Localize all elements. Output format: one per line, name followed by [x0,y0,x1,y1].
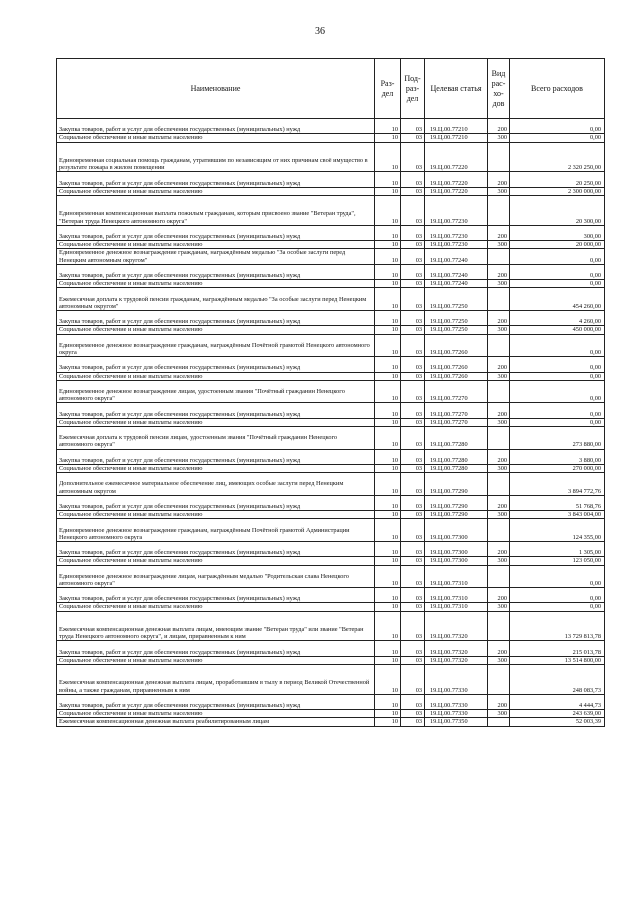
row-name: Закупка товаров, работ и услуг для обеспечения государственных (муниципальных) нужд [57,357,375,372]
row-expense-type [488,195,510,225]
row-name: Социальное обеспечение и иные выплаты населению [57,511,375,519]
table-row [57,464,605,472]
table-row [57,372,605,380]
row-total: 450 000,00 [510,326,605,334]
row-subsection: 03 [401,565,425,588]
table-row [57,418,605,426]
row-total: 0,00 [510,588,605,603]
row-article: 19.Ц.00.77320 [425,641,488,656]
table-row [57,665,605,695]
row-article: 19.Ц.00.77240 [425,280,488,288]
row-total: 1 305,00 [510,541,605,556]
table-row [57,195,605,225]
row-section: 10 [375,519,401,542]
table-row [57,249,605,264]
row-subsection: 03 [401,380,425,403]
row-section: 10 [375,473,401,496]
row-section: 10 [375,418,401,426]
row-section: 10 [375,611,401,641]
row-total: 300,00 [510,225,605,240]
row-total: 215 013,78 [510,641,605,656]
row-section: 10 [375,380,401,403]
row-name: Единовременное денежное вознаграждение гражданам, награждённым Почётной грамотой Администрации Ненецкого автономного округа [57,519,375,542]
row-total: 0,00 [510,334,605,357]
row-section: 10 [375,288,401,311]
row-name: Единовременное денежное вознаграждение лицам, удостоенным звания "Почётный гражданин Ненецкого автономного округа" [57,380,375,403]
table-row [57,718,605,726]
row-name: Закупка товаров, работ и услуг для обеспечения государственных (муниципальных) нужд [57,225,375,240]
row-section: 10 [375,588,401,603]
row-total: 20 000,00 [510,241,605,249]
row-expense-type [488,288,510,311]
row-subsection: 03 [401,473,425,496]
row-article: 19.Ц.00.77270 [425,418,488,426]
table-row [57,641,605,656]
row-name: Социальное обеспечение и иные выплаты населению [57,241,375,249]
table-row [57,519,605,542]
row-name: Закупка товаров, работ и услуг для обеспечения государственных (муниципальных) нужд [57,119,375,134]
row-subsection: 03 [401,241,425,249]
row-article: 19.Ц.00.77330 [425,694,488,709]
row-section: 10 [375,119,401,134]
row-total: 20 250,00 [510,172,605,187]
table-row [57,710,605,718]
row-name: Закупка товаров, работ и услуг для обеспечения государственных (муниципальных) нужд [57,264,375,279]
row-subsection: 03 [401,280,425,288]
row-expense-type [488,519,510,542]
row-total: 52 003,39 [510,718,605,726]
row-subsection: 03 [401,403,425,418]
row-section: 10 [375,249,401,264]
row-expense-type [488,249,510,264]
row-expense-type: 300 [488,372,510,380]
row-name: Закупка товаров, работ и услуг для обеспечения государственных (муниципальных) нужд [57,403,375,418]
row-name: Закупка товаров, работ и услуг для обеспечения государственных (муниципальных) нужд [57,449,375,464]
row-subsection: 03 [401,225,425,240]
row-article: 19.Ц.00.77310 [425,565,488,588]
row-article: 19.Ц.00.77250 [425,288,488,311]
table-row [57,656,605,664]
row-section: 10 [375,326,401,334]
table-body [57,119,605,727]
row-expense-type: 200 [488,172,510,187]
row-subsection: 03 [401,656,425,664]
row-name: Социальное обеспечение и иные выплаты населению [57,557,375,565]
row-section: 10 [375,694,401,709]
row-total: 454 260,00 [510,288,605,311]
row-expense-type: 300 [488,557,510,565]
row-subsection: 03 [401,519,425,542]
row-total: 13 729 813,78 [510,611,605,641]
row-subsection: 03 [401,449,425,464]
row-article: 19.Ц.00.77320 [425,656,488,664]
table-row [57,588,605,603]
row-total: 51 768,76 [510,495,605,510]
header-name: Наименование [57,59,375,119]
row-expense-type: 300 [488,710,510,718]
row-section: 10 [375,426,401,449]
row-subsection: 03 [401,641,425,656]
row-article: 19.Ц.00.77320 [425,611,488,641]
budget-table [56,58,605,727]
row-total: 4 260,00 [510,310,605,325]
row-article: 19.Ц.00.77270 [425,380,488,403]
row-subsection: 03 [401,511,425,519]
row-name: Социальное обеспечение и иные выплаты населению [57,418,375,426]
row-article: 19.Ц.00.77250 [425,326,488,334]
row-name: Ежемесячная доплата к трудовой пенсии лицам, удостоенным звания "Почётный гражданин Ненецкого автономного округа" [57,426,375,449]
table-row [57,449,605,464]
row-expense-type: 200 [488,119,510,134]
row-article: 19.Ц.00.77280 [425,464,488,472]
table-row [57,225,605,240]
row-total: 0,00 [510,249,605,264]
row-article: 19.Ц.00.77330 [425,710,488,718]
row-subsection: 03 [401,718,425,726]
row-article: 19.Ц.00.77230 [425,225,488,240]
table-row [57,611,605,641]
table-row [57,694,605,709]
row-article: 19.Ц.00.77300 [425,519,488,542]
table-row [57,280,605,288]
table-row [57,403,605,418]
row-subsection: 03 [401,541,425,556]
row-expense-type: 200 [488,694,510,709]
row-article: 19.Ц.00.77310 [425,588,488,603]
row-name: Закупка товаров, работ и услуг для обеспечения государственных (муниципальных) нужд [57,172,375,187]
row-expense-type: 200 [488,264,510,279]
row-section: 10 [375,557,401,565]
row-subsection: 03 [401,310,425,325]
row-subsection: 03 [401,172,425,187]
row-expense-type: 300 [488,187,510,195]
row-expense-type [488,334,510,357]
row-subsection: 03 [401,334,425,357]
row-name: Социальное обеспечение и иные выплаты населению [57,603,375,611]
row-section: 10 [375,310,401,325]
row-name: Социальное обеспечение и иные выплаты населению [57,187,375,195]
row-name: Закупка товаров, работ и услуг для обеспечения государственных (муниципальных) нужд [57,641,375,656]
row-name: Социальное обеспечение и иные выплаты населению [57,280,375,288]
row-subsection: 03 [401,326,425,334]
row-expense-type: 300 [488,464,510,472]
row-section: 10 [375,280,401,288]
row-name: Закупка товаров, работ и услуг для обеспечения государственных (муниципальных) нужд [57,310,375,325]
row-expense-type: 200 [488,357,510,372]
row-expense-type: 300 [488,418,510,426]
table-header-row [57,59,605,119]
row-article: 19.Ц.00.77260 [425,372,488,380]
row-total: 3 894 772,76 [510,473,605,496]
row-subsection: 03 [401,710,425,718]
table-row [57,142,605,172]
row-total: 3 843 004,00 [510,511,605,519]
row-section: 10 [375,172,401,187]
row-name: Социальное обеспечение и иные выплаты населению [57,710,375,718]
row-section: 10 [375,195,401,225]
row-section: 10 [375,334,401,357]
row-name: Ежемесячная компенсационная денежная выплата реабилитированным лицам [57,718,375,726]
row-article: 19.Ц.00.77260 [425,357,488,372]
row-name: Социальное обеспечение и иные выплаты населению [57,372,375,380]
row-total: 0,00 [510,280,605,288]
row-total: 13 514 800,00 [510,656,605,664]
row-name: Ежемесячная доплата к трудовой пенсии гражданам, награждённым медалью "За особые заслуги перед Ненецким автономным округом" [57,288,375,311]
table-row [57,426,605,449]
row-expense-type: 200 [488,225,510,240]
header-subsection: Под-раз-дел [401,59,425,119]
header-expense-type: Вид рас-хо-дов [488,59,510,119]
row-article: 19.Ц.00.77250 [425,310,488,325]
row-total: 248 083,73 [510,665,605,695]
table-row [57,557,605,565]
row-total: 124 355,00 [510,519,605,542]
row-section: 10 [375,264,401,279]
row-subsection: 03 [401,264,425,279]
row-subsection: 03 [401,288,425,311]
row-total: 270 000,00 [510,464,605,472]
row-section: 10 [375,511,401,519]
row-section: 10 [375,495,401,510]
page-number: 36 [315,26,325,37]
row-name: Закупка товаров, работ и услуг для обеспечения государственных (муниципальных) нужд [57,495,375,510]
row-total: 2 320 250,00 [510,142,605,172]
row-name: Единовременное денежное вознаграждение лицам, награждённым медалью "Родительская слава Ненецкого автономного округа" [57,565,375,588]
table-row [57,264,605,279]
row-subsection: 03 [401,495,425,510]
row-expense-type [488,426,510,449]
row-subsection: 03 [401,694,425,709]
table-row [57,473,605,496]
row-section: 10 [375,541,401,556]
table-row [57,565,605,588]
table-row [57,134,605,142]
row-expense-type: 200 [488,641,510,656]
row-total: 4 444,73 [510,694,605,709]
row-name: Дополнительное ежемесячное материальное обеспечение лиц, имеющих особые заслуги перед Ненецким автономным округом [57,473,375,496]
table-row [57,241,605,249]
row-article: 19.Ц.00.77290 [425,495,488,510]
row-article: 19.Ц.00.77240 [425,264,488,279]
row-subsection: 03 [401,426,425,449]
row-expense-type [488,665,510,695]
row-total: 2 300 000,00 [510,187,605,195]
row-total: 0,00 [510,418,605,426]
table-row [57,357,605,372]
row-total: 0,00 [510,264,605,279]
row-expense-type: 300 [488,326,510,334]
row-article: 19.Ц.00.77280 [425,426,488,449]
row-total: 0,00 [510,134,605,142]
row-article: 19.Ц.00.77280 [425,449,488,464]
table-row [57,541,605,556]
row-section: 10 [375,603,401,611]
row-total: 0,00 [510,380,605,403]
row-subsection: 03 [401,588,425,603]
row-expense-type: 300 [488,603,510,611]
row-article: 19.Ц.00.77210 [425,119,488,134]
table-row [57,334,605,357]
row-article: 19.Ц.00.77230 [425,195,488,225]
row-article: 19.Ц.00.77300 [425,557,488,565]
row-section: 10 [375,134,401,142]
row-total: 123 050,00 [510,557,605,565]
row-name: Ежемесячная компенсационная денежная выплата лицам, проработавшим в тылу в период Великой Отечественной войны, а также гражданам, приравненным к ним [57,665,375,695]
row-expense-type [488,142,510,172]
table-row [57,511,605,519]
row-expense-type: 200 [488,310,510,325]
row-article: 19.Ц.00.77290 [425,511,488,519]
row-expense-type: 200 [488,588,510,603]
header-total: Всего расходов [510,59,605,119]
row-section: 10 [375,665,401,695]
row-article: 19.Ц.00.77240 [425,249,488,264]
row-subsection: 03 [401,665,425,695]
row-section: 10 [375,641,401,656]
table-row [57,172,605,187]
row-article: 19.Ц.00.77350 [425,718,488,726]
row-section: 10 [375,710,401,718]
row-name: Единовременная социальная помощь гражданам, утратившим по независящим от них причинам своё имущество в результате пожара в жилом помещении [57,142,375,172]
row-name: Закупка товаров, работ и услуг для обеспечения государственных (муниципальных) нужд [57,588,375,603]
header-section: Раз-дел [375,59,401,119]
row-subsection: 03 [401,357,425,372]
row-section: 10 [375,142,401,172]
row-subsection: 03 [401,372,425,380]
row-name: Социальное обеспечение и иные выплаты населению [57,134,375,142]
row-name: Закупка товаров, работ и услуг для обеспечения государственных (муниципальных) нужд [57,694,375,709]
table-row [57,326,605,334]
row-section: 10 [375,372,401,380]
row-article: 19.Ц.00.77270 [425,403,488,418]
header-article: Целевая статья [425,59,488,119]
row-expense-type [488,565,510,588]
row-total: 3 880,00 [510,449,605,464]
row-name: Единовременная компенсационная выплата пожилым гражданам, которым присвоено звание "Ветеран труда", "Ветеран труда Ненецкого автономного округа" [57,195,375,225]
row-expense-type: 300 [488,656,510,664]
row-name: Единовременное денежное вознаграждение гражданам, награждённым Почётной грамотой Ненецкого автономного округа [57,334,375,357]
row-expense-type: 300 [488,511,510,519]
row-subsection: 03 [401,187,425,195]
row-subsection: 03 [401,557,425,565]
row-article: 19.Ц.00.77260 [425,334,488,357]
row-article: 19.Ц.00.77300 [425,541,488,556]
row-name: Закупка товаров, работ и услуг для обеспечения государственных (муниципальных) нужд [57,541,375,556]
row-expense-type [488,380,510,403]
row-total: 0,00 [510,403,605,418]
row-section: 10 [375,718,401,726]
row-article: 19.Ц.00.77230 [425,241,488,249]
row-section: 10 [375,357,401,372]
row-name: Социальное обеспечение и иные выплаты населению [57,464,375,472]
row-expense-type [488,611,510,641]
row-subsection: 03 [401,464,425,472]
row-name: Социальное обеспечение и иные выплаты населению [57,656,375,664]
table-row [57,380,605,403]
row-total: 273 880,00 [510,426,605,449]
row-subsection: 03 [401,611,425,641]
row-expense-type: 200 [488,449,510,464]
table-row [57,603,605,611]
row-article: 19.Ц.00.77310 [425,603,488,611]
row-expense-type: 200 [488,541,510,556]
row-total: 0,00 [510,119,605,134]
row-subsection: 03 [401,249,425,264]
row-article: 19.Ц.00.77330 [425,665,488,695]
row-section: 10 [375,225,401,240]
row-expense-type [488,718,510,726]
row-section: 10 [375,565,401,588]
row-total: 0,00 [510,357,605,372]
row-expense-type: 300 [488,241,510,249]
row-expense-type: 300 [488,280,510,288]
row-article: 19.Ц.00.77220 [425,187,488,195]
row-expense-type: 200 [488,403,510,418]
row-section: 10 [375,656,401,664]
row-section: 10 [375,403,401,418]
row-subsection: 03 [401,603,425,611]
row-total: 0,00 [510,565,605,588]
row-name: Единовременное денежное вознаграждение гражданам, награждённым медалью "За особые заслуги перед Ненецким автономным округом" [57,249,375,264]
row-name: Ежемесячная компенсационная денежная выплата лицам, имеющим звание "Ветеран труда" или звание "Ветеран труда Ненецкого автономного округа", и лицам, приравненным к ним [57,611,375,641]
table-row [57,310,605,325]
row-section: 10 [375,449,401,464]
table-row [57,288,605,311]
row-subsection: 03 [401,418,425,426]
row-expense-type: 300 [488,134,510,142]
row-subsection: 03 [401,142,425,172]
row-expense-type [488,473,510,496]
table-row [57,119,605,134]
row-article: 19.Ц.00.77220 [425,142,488,172]
row-article: 19.Ц.00.77220 [425,172,488,187]
row-name: Социальное обеспечение и иные выплаты населению [57,326,375,334]
row-total: 0,00 [510,603,605,611]
row-article: 19.Ц.00.77290 [425,473,488,496]
row-total: 0,00 [510,372,605,380]
row-total: 243 639,00 [510,710,605,718]
row-section: 10 [375,187,401,195]
row-section: 10 [375,241,401,249]
row-expense-type: 200 [488,495,510,510]
row-total: 20 300,00 [510,195,605,225]
table-row [57,187,605,195]
table-row [57,495,605,510]
row-subsection: 03 [401,134,425,142]
row-section: 10 [375,464,401,472]
row-article: 19.Ц.00.77210 [425,134,488,142]
row-subsection: 03 [401,119,425,134]
row-subsection: 03 [401,195,425,225]
